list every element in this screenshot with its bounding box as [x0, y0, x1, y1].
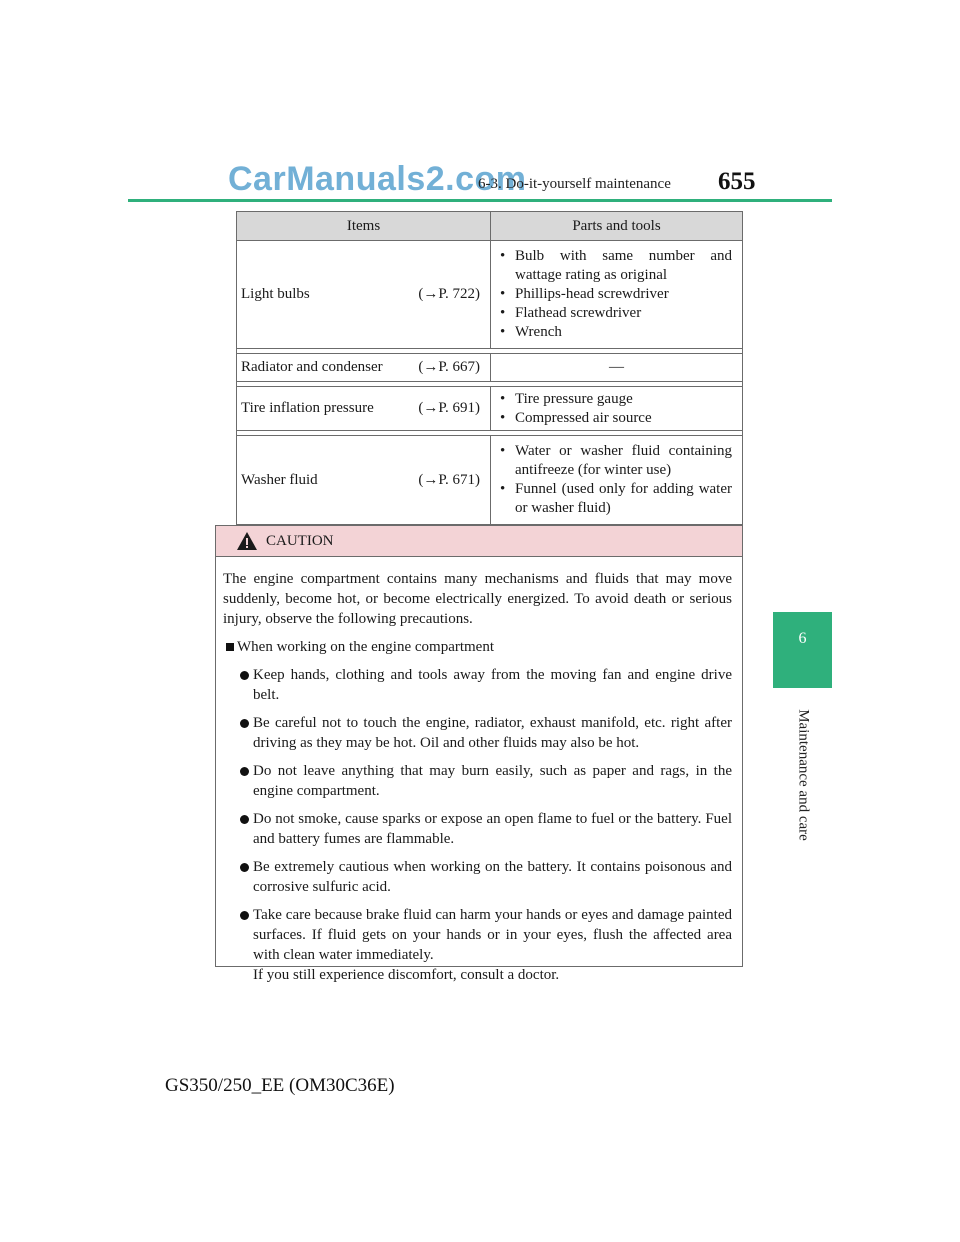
chapter-title: Maintenance and care [795, 709, 812, 841]
item-name: Washer fluid [241, 471, 318, 488]
list-item: Be careful not to touch the engine, radiator, exhaust manifold, etc. right after driving as they may be hot. Oil and other fluids may also be hot. [239, 713, 732, 753]
list-item: • Flathead screwdriver [499, 304, 732, 323]
list-item: • Funnel (used only for adding water or washer fluid) [499, 480, 732, 518]
list-item: • Tire pressure gauge [499, 390, 732, 409]
tools-list [491, 388, 742, 430]
bullet-dot-icon [240, 911, 249, 920]
list-item: Be extremely cautious when working on the battery. It contains poisonous and corrosive sulfuric acid. [239, 857, 732, 897]
list-item: • Phillips-head screwdriver [499, 285, 732, 304]
item-name: Light bulbs [241, 286, 310, 302]
chapter-number: 6 [798, 630, 807, 647]
list-item: • Bulb with same number and wattage rating as original [499, 247, 732, 285]
bullet-dot-icon [240, 815, 249, 824]
caution-title: CAUTION [266, 532, 334, 549]
caution-list [223, 665, 732, 985]
header-rule [128, 199, 832, 202]
square-bullet-icon [226, 643, 234, 651]
item-name: Tire inflation pressure [241, 400, 374, 416]
bullet-dot-icon [240, 671, 249, 680]
table-row [237, 354, 743, 382]
list-item: Do not smoke, cause sparks or expose an open flame to fuel or the battery. Fuel and battery fumes are flammable. [239, 809, 732, 849]
table-row [237, 436, 743, 525]
document-code: GS350/250_EE (OM30C36E) [165, 1075, 395, 1096]
bullet-dot-icon [240, 767, 249, 776]
header-watermark: CarManuals2.com [228, 160, 527, 198]
table-header-row [237, 212, 743, 241]
page-reference: (→P. 667) [418, 359, 480, 375]
list-item: • Wrench [499, 323, 732, 342]
column-header-tools: Parts and tools [491, 212, 743, 241]
item-name: Radiator and condenser [241, 359, 383, 375]
caution-intro: The engine compartment contains many mechanisms and fluids that may move suddenly, become hot, or become electrically energized. To avoid death or serious injury, observe the following precautions. [223, 571, 732, 627]
tools-list [491, 436, 742, 524]
page-reference: (→P. 691) [418, 400, 480, 416]
list-item: • Compressed air source [499, 409, 732, 428]
tools-list [491, 241, 742, 348]
list-item: Keep hands, clothing and tools away from the moving fan and engine drive belt. [239, 665, 732, 705]
page-reference: (→P. 671) [418, 471, 480, 488]
no-tools-dash: — [491, 354, 743, 382]
caution-box [215, 525, 743, 983]
page-number: 655 [718, 168, 756, 195]
table-row [237, 387, 743, 431]
section-title: 6-3. Do-it-yourself maintenance [478, 176, 671, 192]
page-reference: (→P. 722) [418, 286, 480, 302]
caution-header [216, 526, 742, 557]
caution-subheading: When working on the engine compartment [223, 637, 732, 657]
bullet-dot-icon [240, 719, 249, 728]
list-item: Take care because brake fluid can harm your hands or eyes and damage painted surfaces. If fluid gets on your hands or in your eyes, flush the affected area with clean water immediately. If you still experience discomfort, consult a doctor. [239, 905, 732, 985]
bullet-dot-icon [240, 863, 249, 872]
warning-triangle-icon [236, 531, 258, 551]
list-item: • Water or washer fluid containing antifreeze (for winter use) [499, 442, 732, 480]
list-item: Do not leave anything that may burn easily, such as paper and rags, in the engine compartment. [239, 761, 732, 801]
column-header-items: Items [237, 212, 491, 241]
table-row [237, 241, 743, 349]
parts-table [236, 211, 743, 525]
chapter-tab [773, 612, 832, 688]
